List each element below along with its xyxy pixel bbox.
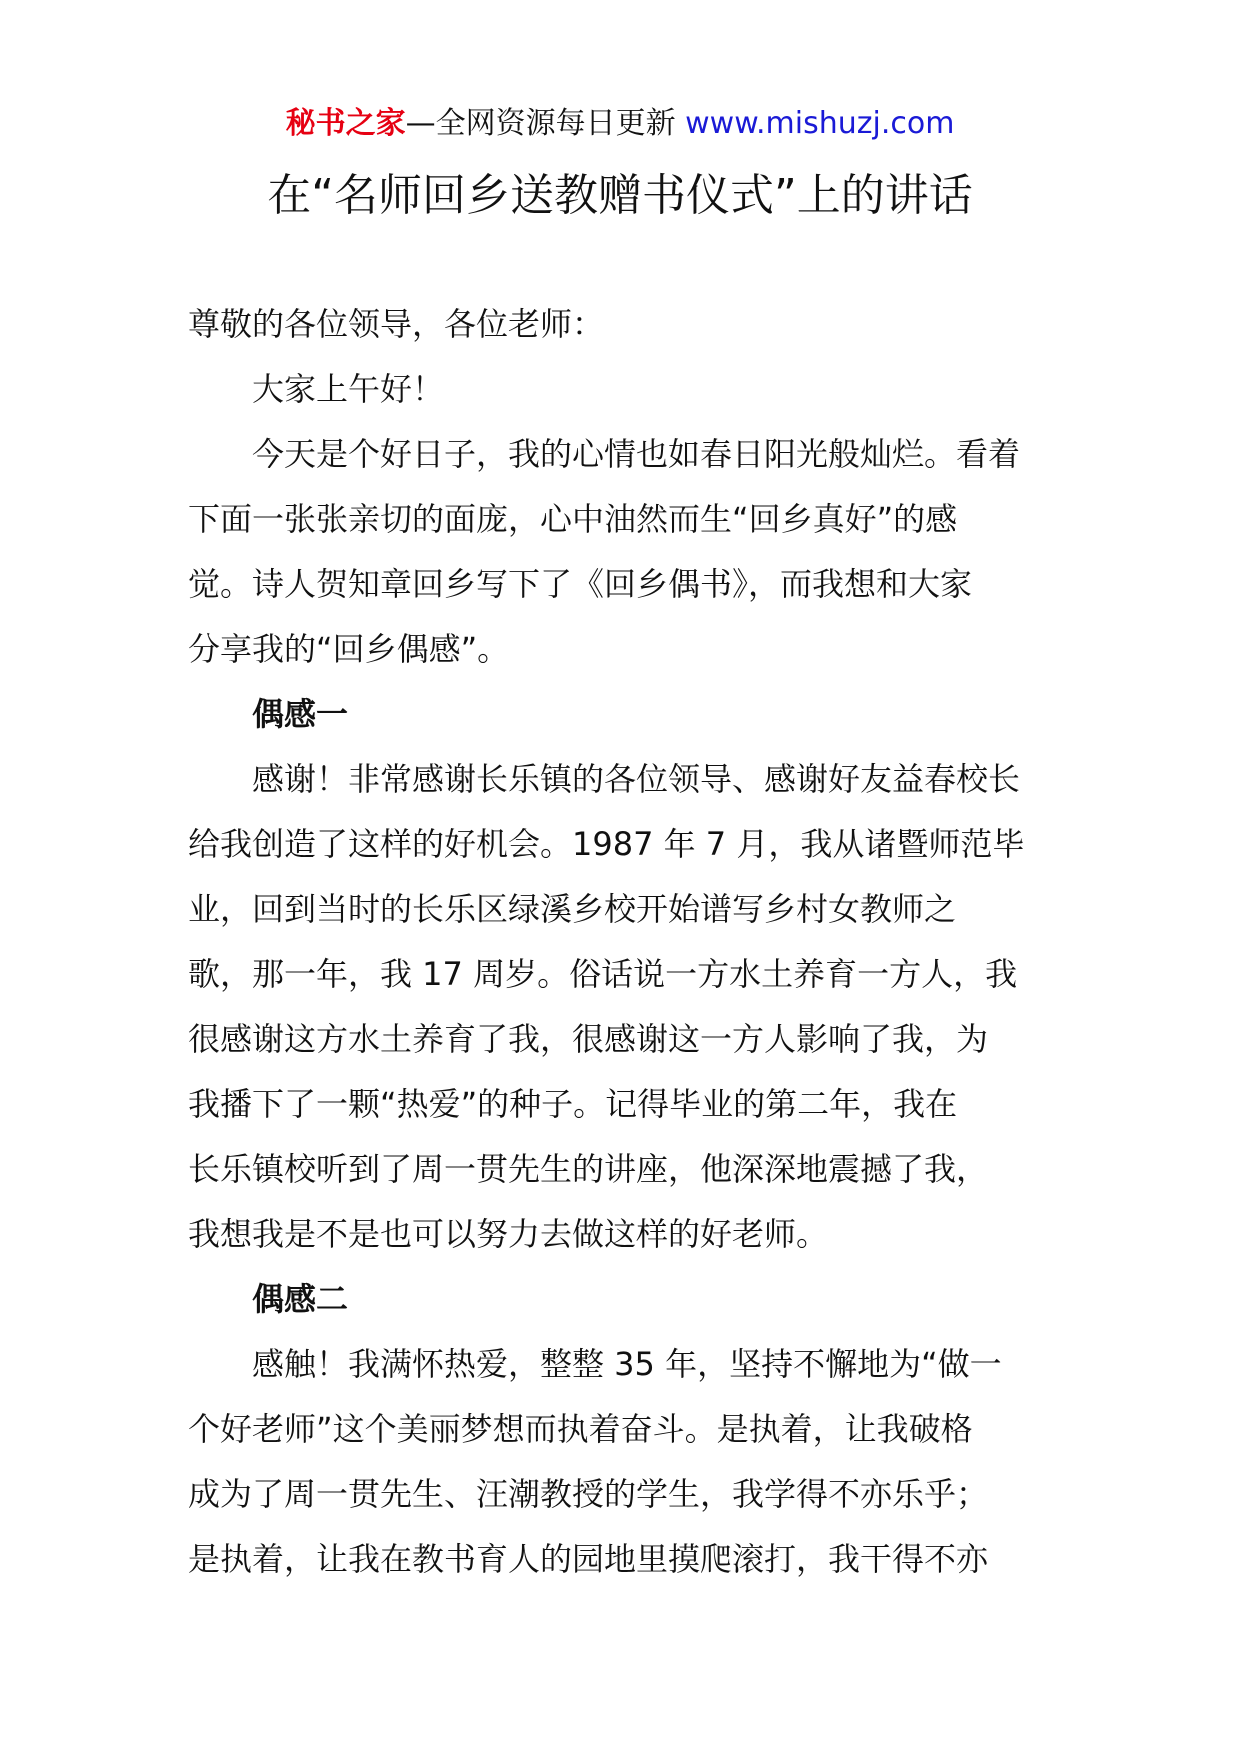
section-heading-2: 偶感二 [252, 1280, 349, 1318]
paragraph-line: 是执着，让我在教书育人的园地里摸爬滚打，我干得不亦 [188, 1540, 989, 1578]
paragraph-line: 感谢！非常感谢长乐镇的各位领导、感谢好友益春校长 [252, 760, 1021, 798]
paragraph-line: 歌，那一年，我 17 周岁。俗话说一方水土养育一方人，我 [188, 955, 1018, 993]
paragraph-line: 业，回到当时的长乐区绿溪乡校开始谱写乡村女教师之 [188, 890, 957, 928]
salutation: 尊敬的各位领导，各位老师： [188, 305, 605, 343]
paragraph-line: 成为了周一贯先生、汪潮教授的学生，我学得不亦乐乎； [188, 1475, 989, 1513]
site-brand: 秘书之家 [285, 106, 406, 141]
paragraph-line: 觉。诗人贺知章回乡写下了《回乡偶书》，而我想和大家 [188, 565, 973, 603]
site-url-link[interactable]: www.mishuzj.com [685, 106, 955, 141]
paragraph-line: 今天是个好日子，我的心情也如春日阳光般灿烂。看着 [252, 435, 1021, 473]
document-body [188, 292, 1058, 1592]
section-1-paragraph [188, 747, 1058, 1267]
paragraph-line: 个好老师”这个美丽梦想而执着奋斗。是执着，让我破格 [188, 1410, 973, 1448]
document-title: 在“名师回乡送教赠书仪式”上的讲话 [267, 170, 973, 221]
greeting: 大家上午好！ [252, 370, 445, 408]
paragraph-line: 长乐镇校听到了周一贯先生的讲座，他深深地震撼了我， [188, 1150, 989, 1188]
paragraph-line: 我想我是不是也可以努力去做这样的好老师。 [188, 1215, 829, 1253]
paragraph-line: 感触！我满怀热爱，整整 35 年，坚持不懈地为“做一 [252, 1345, 1002, 1383]
intro-paragraph [188, 422, 1058, 682]
paragraph-line: 我播下了一颗“热爱”的种子。记得毕业的第二年，我在 [188, 1085, 958, 1123]
site-tagline: —全网资源每日更新 [405, 106, 686, 141]
paragraph-line: 分享我的“回乡偶感”。 [188, 630, 510, 668]
paragraph-line: 给我创造了这样的好机会。1987 年 7 月，我从诸暨师范毕 [188, 825, 1025, 863]
section-heading-1: 偶感一 [252, 695, 349, 733]
section-2-paragraph [188, 1332, 1058, 1592]
paragraph-line: 很感谢这方水土养育了我，很感谢这一方人影响了我，为 [188, 1020, 989, 1058]
paragraph-line: 下面一张张亲切的面庞，心中油然而生“回乡真好”的感 [188, 500, 958, 538]
site-header [0, 104, 1240, 144]
